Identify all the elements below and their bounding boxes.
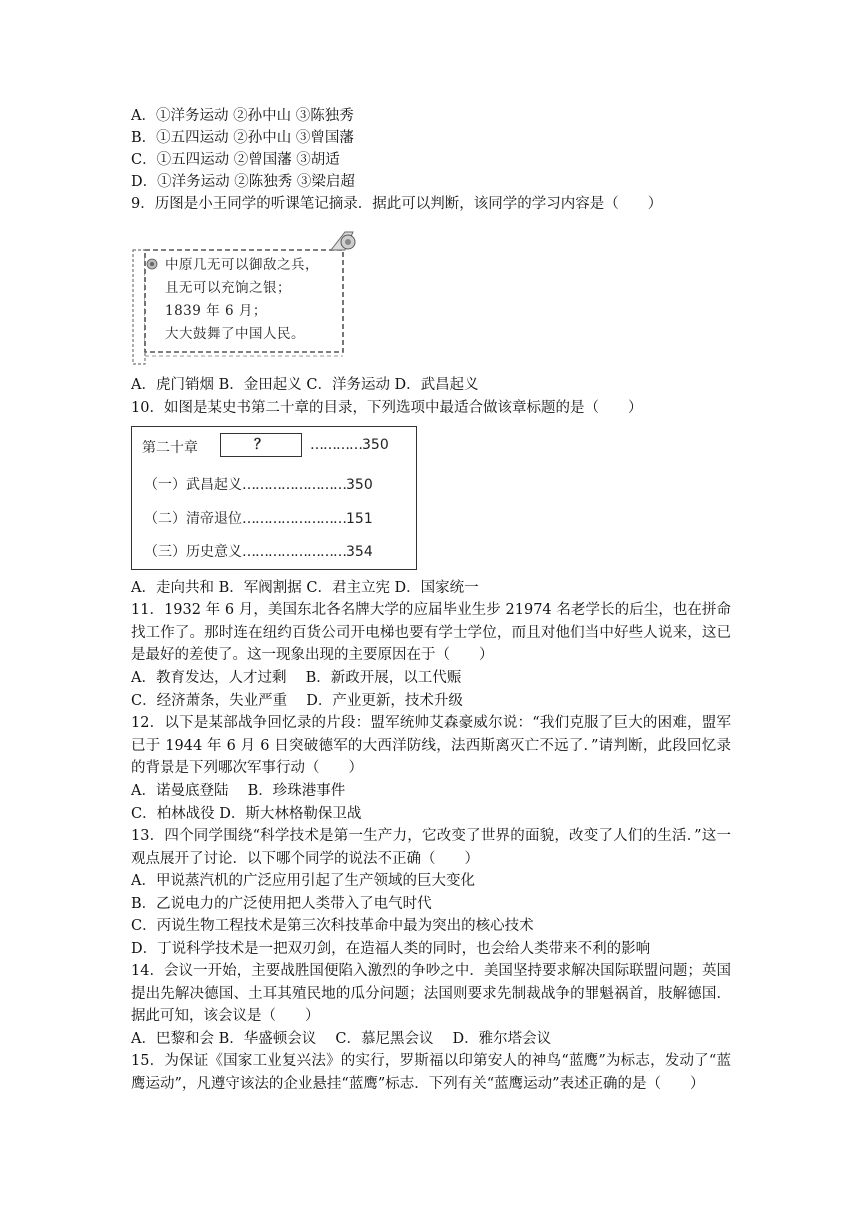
toc-chapter-label: 第二十章	[142, 440, 198, 456]
q13-option-b: B．乙说电力的广泛使用把人类带入了电气时代	[131, 896, 432, 912]
q11-options-cd: C．经济萧条，失业严重 D．产业更新，技术升级	[131, 693, 463, 709]
note-line: 中原几无可以御敌之兵，	[165, 257, 319, 273]
q8-option-d: D．①洋务运动 ②陈独秀 ③梁启超	[131, 174, 355, 190]
q12-options-ab: A．诺曼底登陆 B．珍珠港事件	[131, 783, 346, 799]
q14-options: A．巴黎和会 B．华盛顿会议 C．慕尼黑会议 D．雅尔塔会议	[131, 1031, 552, 1047]
note-line: 且无可以充饷之银；	[165, 280, 291, 296]
q13-option-a: A．甲说蒸汽机的广泛应用引起了生产领域的巨大变化	[131, 873, 475, 889]
q15-stem: 15．为保证《国家工业复兴法》的实行，罗斯福以印第安人的神鸟“蓝鹰”为标志，发动了“蓝鹰运动”，凡遵守该法的企业悬挂“蓝鹰”标志．下列有关“蓝鹰运动”表述正确的是（ ）	[131, 1053, 731, 1092]
toc-item: （二）清帝退位……………………151	[144, 511, 373, 527]
q8-option-c: C．①五四运动 ②曾国藩 ③胡适	[131, 152, 340, 168]
q10-stem: 10．如图是某史书第二十章的目录，下列选项中最适合做该章标题的是（ ）	[131, 400, 643, 416]
toc-item: （三）历史意义……………………354	[144, 544, 373, 560]
q9-note-text	[165, 254, 319, 346]
toc-chapter-page: …………350	[310, 437, 389, 453]
q13-option-d: D．丁说科学技术是一把双刃剑，在造福人类的同时，也会给人类带来不利的影响	[131, 941, 651, 957]
q13-stem: 13．四个同学围绕“科学技术是第一生产力，它改变了世界的面貌，改变了人们的生活．”这一观点展开了讨论．以下哪个同学的说法不正确（ ）	[131, 828, 731, 867]
q10-toc-figure	[131, 426, 417, 570]
q9-note-figure	[131, 228, 356, 366]
q8-option-a: A．①洋务运动 ②孙中山 ③陈独秀	[131, 108, 354, 124]
q12-options-cd: C．柏林战役 D．斯大林格勒保卫战	[131, 806, 362, 822]
q11-stem: 11．1932 年 6 月，美国东北各名牌大学的应届毕业生步 21974 名老学长的后尘，也在拼命找工作了。那时连在纽约百货公司开电梯也要有学士学位，而且对他们当中好些人说来，这已是最好的差使了。这一现象出现的主要原因在于（ ）	[131, 602, 731, 663]
q12-stem: 12．以下是某部战争回忆录的片段：盟军统帅艾森豪威尔说：“我们克服了巨大的困难，盟军已于 1944 年 6 月 6 日突破德军的大西洋防线，法西斯离灭亡不远了．”请判断，此段回忆录的背景是下列哪次军事行动（ ）	[131, 715, 731, 776]
q14-stem: 14．会议一开始，主要战胜国便陷入激烈的争吵之中．美国坚持要求解决国际联盟问题；英国提出先解决德国、土耳其殖民地的瓜分问题；法国则要求先制裁战争的罪魁祸首，肢解德国．据此可知，该会议是（ ）	[131, 963, 731, 1024]
note-line: 大大鼓舞了中国人民。	[165, 326, 305, 342]
q11-options-ab: A．教育发达，人才过剩 B．新政开展，以工代赈	[131, 670, 462, 686]
q9-options: A．虎门销烟 B．金田起义 C．洋务运动 D．武昌起义	[131, 377, 479, 393]
note-line: 1839 年 6 月；	[165, 303, 267, 319]
toc-title-placeholder: ？	[220, 433, 302, 457]
q8-option-b: B．①五四运动 ②孙中山 ③曾国藩	[131, 130, 354, 146]
q9-stem: 9．历图是小王同学的听课笔记摘录．据此可以判断，该同学的学习内容是（ ）	[131, 196, 663, 212]
q10-options: A．走向共和 B．军阀割据 C．君主立宪 D．国家统一	[131, 580, 479, 596]
q13-option-c: C．丙说生物工程技术是第三次科技革命中最为突出的核心技术	[131, 918, 534, 934]
toc-item: （一）武昌起义……………………350	[144, 477, 373, 493]
